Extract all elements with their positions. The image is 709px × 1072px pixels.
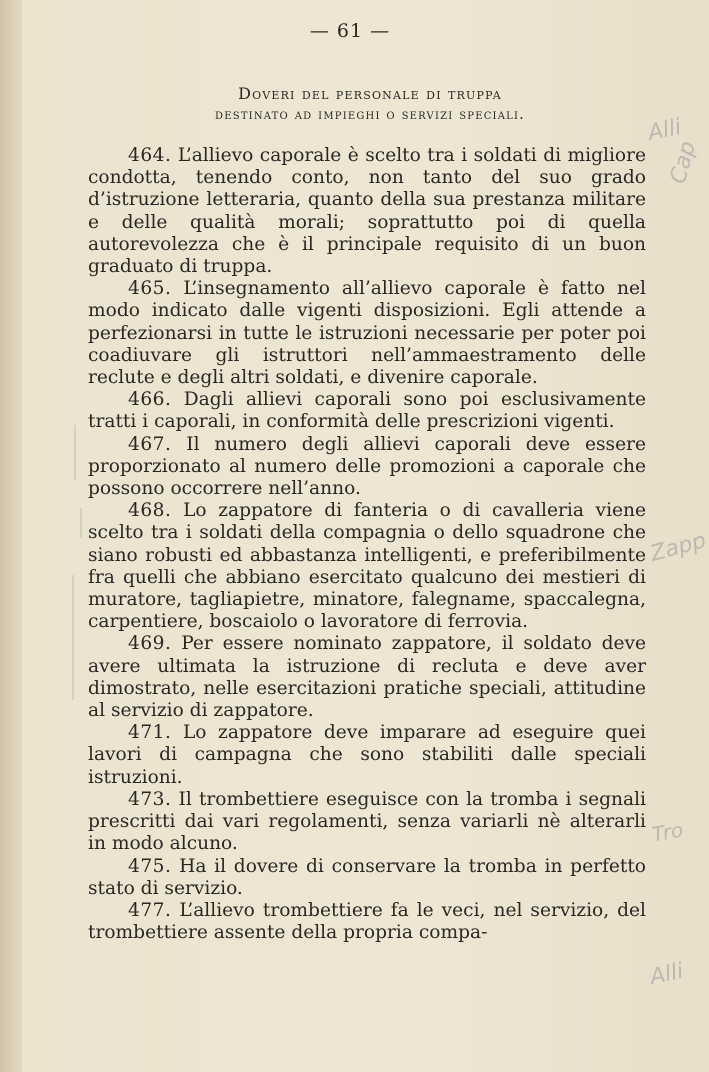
paragraph-text: Il trombettiere eseguisce con la tromba i segnali prescritti dai vari regolamenti, senza variarli nè alterarli in modo alcuno.	[88, 788, 646, 855]
page-number: — 61 —	[309, 20, 391, 42]
paragraph-473	[88, 789, 646, 856]
paragraph-number: 473.	[128, 788, 172, 810]
margin-note-3: Zapp	[647, 528, 709, 567]
paragraph-number: 466.	[128, 389, 172, 411]
pencil-mark	[80, 508, 82, 538]
paragraph-text: Lo zappatore deve imparare ad eseguire quei lavori di campagna che sono stabiliti dalle speciali istruzioni.	[88, 722, 646, 788]
paragraph-471	[88, 722, 646, 789]
pencil-mark	[74, 425, 76, 480]
margin-note-2: Cap	[665, 138, 702, 187]
paragraph-number: 471.	[128, 722, 172, 744]
page-gutter	[0, 0, 22, 1072]
margin-note-4: Tro	[650, 817, 685, 847]
pencil-mark	[72, 575, 74, 700]
paragraph-464	[88, 145, 646, 278]
paragraph-466	[88, 389, 646, 433]
paragraph-text: Il numero degli allievi caporali deve essere proporzionato al numero delle promozioni a caporale che possono occorrere nell’anno.	[88, 433, 646, 500]
paragraph-469	[88, 633, 646, 722]
margin-note-1: Alli	[645, 114, 684, 147]
section-heading-line-2: destinato ad impieghi o servizi speciali.	[215, 107, 525, 123]
paragraph-465	[88, 278, 646, 389]
paragraph-number: 464.	[128, 145, 172, 166]
paragraph-number: 467.	[128, 433, 172, 455]
paragraph-text: Dagli allievi caporali sono poi esclusivamente tratti i caporali, in conformità delle prescrizioni vigenti.	[88, 389, 646, 433]
paragraph-number: 468.	[128, 500, 172, 522]
paragraph-467	[88, 434, 646, 501]
margin-note-5: Alli	[647, 958, 686, 991]
paragraph-475	[88, 856, 646, 900]
paragraph-number: 469.	[128, 633, 172, 655]
paragraph-text: L’insegnamento all’allievo caporale è fatto nel modo indicato dalle vigenti disposizioni. Egli attende a perfezionarsi in tutte le istruzioni necessarie per poter poi coadiuvare gli istruttori nell’ammaestramento delle reclute e degli altri soldati, e divenire caporale.	[88, 278, 646, 389]
paragraph-number: 465.	[128, 278, 172, 300]
body-text	[88, 145, 646, 944]
paragraph-text: Lo zappatore di fanteria o di cavalleria viene scelto tra i soldati della compagnia o dello squadrone che siano robusti ed abbastanza intelligenti, e preferibilmente fra quelli che abbiano esercitato qualcuno dei mestieri di muratore, tagliapietre, minatore, falegname, spaccalegna, carpentiere, boscaiolo o lavoratore di ferrovia.	[88, 500, 646, 633]
paragraph-number: 477.	[128, 899, 172, 921]
paragraph-477	[88, 900, 646, 944]
paragraph-text: L’allievo caporale è scelto tra i soldati di migliore condotta, tenendo conto, non tanto del suo grado d’istruzione letteraria, quanto della sua prestanza militare e delle qualità morali; soprattutto poi di quella autorevolezza che è il principale requisito di un buon graduato di truppa.	[88, 145, 646, 278]
paragraph-text: Per essere nominato zappatore, il soldato deve avere ultimata la istruzione di recluta e deve aver dimostrato, nelle esercitazioni pratiche speciali, attitudine al servizio di zappatore.	[88, 633, 646, 722]
paragraph-text: Ha il dovere di conservare la tromba in perfetto stato di servizio.	[88, 855, 646, 899]
paragraph-468	[88, 500, 646, 633]
paragraph-number: 475.	[128, 855, 172, 877]
section-heading-line-1: Doveri del personale di truppa	[238, 84, 502, 103]
paragraph-text: L’allievo trombettiere fa le veci, nel servizio, del trombettiere assente della propria compa-	[88, 899, 646, 944]
